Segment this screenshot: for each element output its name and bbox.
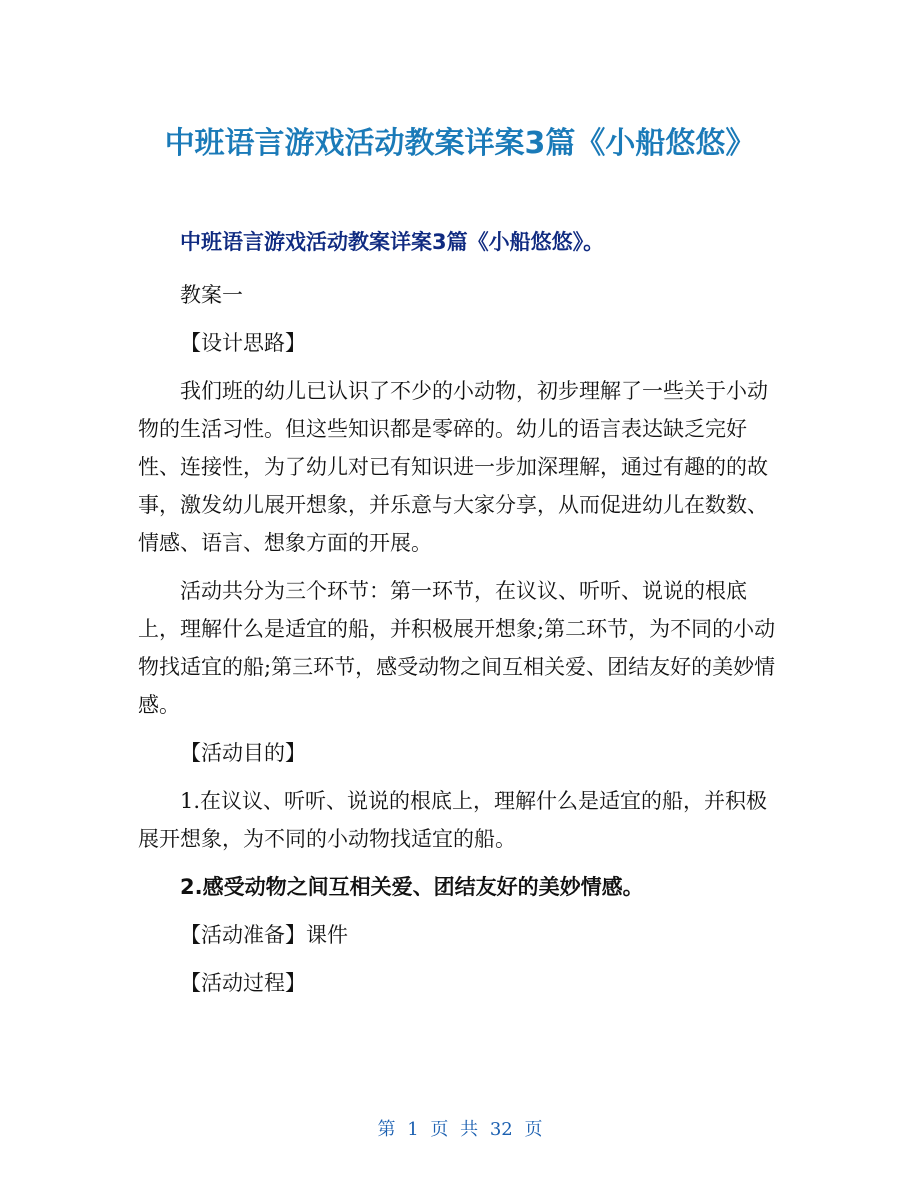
paragraph-activity-structure: 活动共分为三个环节：第一环节，在议议、听听、说说的根底上，理解什么是适宜的船，并积极展开想象;第二环节，为不同的小动物找适宜的船;第三环节，感受动物之间互相关爱、团结友好的美妙情感。 <box>138 579 776 717</box>
goal-item-2: 2.感受动物之间互相关爱、团结友好的美妙情感。 <box>180 875 644 899</box>
document-body <box>138 276 788 1012</box>
paragraph-design-idea: 我们班的幼儿已认识了不少的小动物，初步理解了一些关于小动物的生活习性。但这些知识都是零碎的。幼儿的语言表达缺乏完好性、连接性，为了幼儿对已有知识进一步加深理解，通过有趣的的故事，激发幼儿展开想象，并乐意与大家分享，从而促进幼儿在数数、情感、语言、想象方面的开展。 <box>138 379 768 555</box>
heading-activity-process: 【活动过程】 <box>180 971 306 995</box>
page-number-footer: 第 1 页 共 32 页 <box>377 1119 543 1140</box>
goal-item-1: 1.在议议、听听、说说的根底上，理解什么是适宜的船，并积极展开想象，为不同的小动物找适宜的船。 <box>138 789 768 851</box>
document-title: 中班语言游戏活动教案详案3篇《小船悠悠》 <box>164 126 756 161</box>
heading-activity-preparation: 【活动准备】课件 <box>180 923 348 947</box>
document-subtitle: 中班语言游戏活动教案详案3篇《小船悠悠》。 <box>180 230 605 254</box>
heading-design-idea: 【设计思路】 <box>180 331 306 355</box>
section-label-plan-one: 教案一 <box>180 283 243 307</box>
heading-activity-goals: 【活动目的】 <box>180 741 306 765</box>
